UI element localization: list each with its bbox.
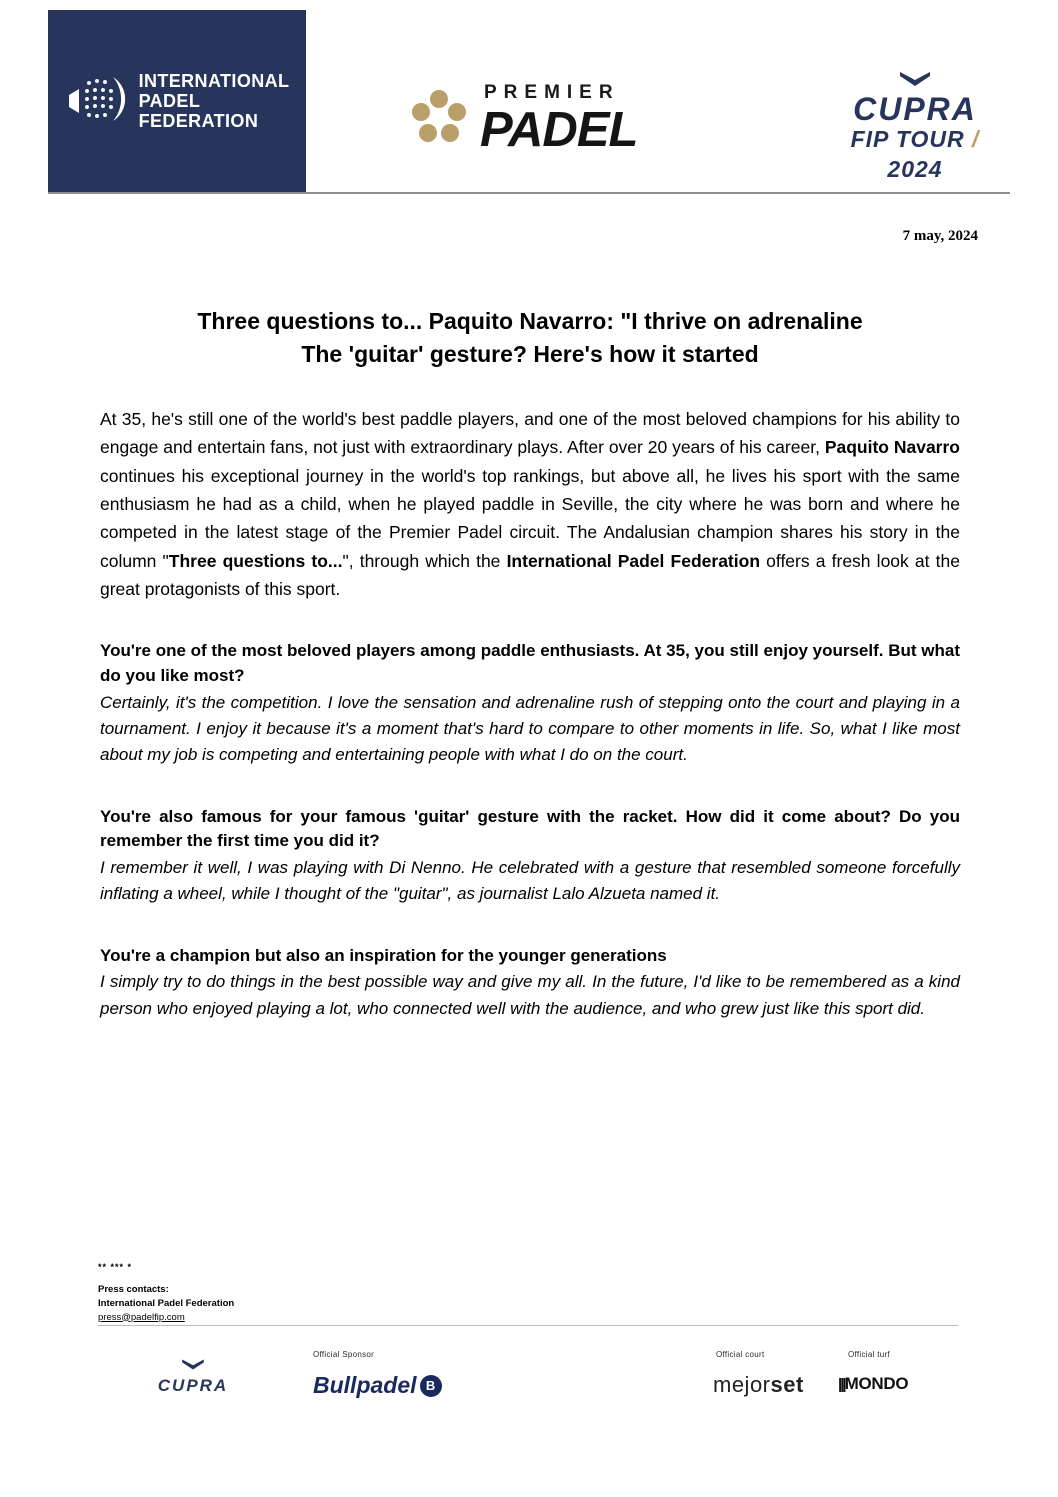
intro-text-1: At 35, he's still one of the world's best paddle players, and one of the most beloved champions for his ability to engage and entertain fans, not just with extraordinary plays. After over 20 years of his career, — [100, 409, 960, 458]
intro-bold-1: Paquito Navarro — [824, 437, 960, 458]
press-contacts-label: Press contacts: — [98, 1284, 169, 1295]
article-body — [100, 405, 960, 1042]
header-divider — [48, 192, 1010, 194]
sponsor-cupra-logo — [138, 1358, 248, 1396]
qa-question: You're a champion but also an inspiration for the younger generations — [100, 945, 667, 965]
mondo-bars-icon: ||| — [838, 1376, 845, 1393]
sponsor-bar — [98, 1336, 958, 1416]
qa-item — [100, 639, 960, 768]
fip-tour-separator: / — [972, 126, 980, 152]
sponsor-mejorset-logo — [713, 1372, 804, 1398]
official-turf-label: Official turf — [848, 1350, 890, 1359]
qa-question: You're one of the most beloved players among paddle enthusiasts. At 35, you still enjoy yourself. But what do you like most? — [100, 641, 960, 686]
spacer — [100, 623, 960, 639]
sponsor-bullpadel-logo — [313, 1372, 442, 1399]
qa-item — [100, 944, 960, 1022]
premier-flower-icon — [410, 88, 468, 146]
official-court-label: Official court — [716, 1350, 765, 1359]
page-title-line-2: The 'guitar' gesture? Here's how it started — [301, 341, 759, 368]
press-contacts-org: International Padel Federation — [98, 1297, 235, 1309]
fip-tour-label: FIP TOUR — [850, 126, 965, 152]
intro-bold-3: International Padel Federation — [506, 550, 761, 571]
sponsor-mejorset-light: mejor — [713, 1372, 771, 1397]
sponsor-cupra-name: CUPRA — [157, 1376, 229, 1395]
qa-answer: I simply try to do things in the best possible way and give my all. In the future, I'd like to be remembered as a kind person who enjoyed playing a lot, who connected well with the audience, and who grew just like this sport did. — [100, 972, 960, 1018]
sponsor-mejorset-bold: set — [770, 1372, 804, 1397]
page-title-line-1: Three questions to... Paquito Navarro: "I thrive on adrenaline — [197, 308, 863, 334]
fip-tour-year-value: 2024 — [887, 155, 943, 182]
footer-divider — [98, 1325, 958, 1326]
cupra-fip-tour-logo — [820, 70, 1010, 182]
bullpadel-badge-icon: B — [420, 1375, 442, 1397]
document-header — [0, 0, 1058, 200]
ipf-logo — [48, 10, 306, 192]
cupra-emblem-icon — [180, 1358, 206, 1375]
premier-padel-word: PADEL — [480, 103, 638, 157]
qa-answer: Certainly, it's the competition. I love the sensation and adrenaline rush of stepping onto the court and playing in a tournament. I enjoy it because it's a moment that's hard to compare to other moments in life. So, what I like most about my job is competing and entertaining people with what I do on the court. — [100, 692, 960, 765]
press-contacts-email[interactable]: press@padelfip.com — [98, 1311, 185, 1323]
intro-text-4: offers a fresh look at the great protagonists of this sport. — [100, 550, 960, 600]
cupra-brand: CUPRA — [853, 91, 977, 127]
spacer — [100, 928, 960, 944]
intro-text-2: continues his exceptional journey in the world's top rankings, but above all, he lives his sport with the same enthusiasm he had as a child, when he played paddle in Seville, the city where he was born and where he competed in the latest stage of the Premier Padel circuit. The Andalusian champion shares his story in the column " — [100, 465, 960, 571]
premier-padel-logo — [400, 70, 720, 160]
press-contacts — [98, 1283, 234, 1324]
qa-question: You're also famous for your famous 'guitar' gesture with the racket. How did it come about? Do you remember the first time you did it? — [100, 806, 960, 851]
fip-tour-year — [820, 125, 1010, 185]
intro-bold-2: Three questions to... — [168, 550, 343, 571]
ipf-logo-text — [139, 71, 290, 131]
sponsor-bullpadel-name: Bullpadel — [313, 1372, 417, 1398]
intro-text-3: ", through which the — [342, 550, 507, 571]
document-date: 7 may, 2024 — [902, 228, 978, 244]
sponsor-mondo-name: MONDO — [844, 1374, 909, 1393]
premier-word: PREMIER — [484, 82, 620, 103]
intro-paragraph — [100, 405, 960, 603]
spacer — [100, 789, 960, 805]
ipf-line-1: INTERNATIONAL — [138, 70, 290, 91]
cupra-emblem-icon — [898, 75, 932, 92]
ipf-line-2: PADEL — [138, 90, 201, 111]
page-title — [100, 305, 960, 372]
ipf-line-3: FEDERATION — [138, 111, 259, 132]
footer-stars: ** *** * — [98, 1262, 133, 1272]
padel-ball-icon — [65, 69, 129, 133]
official-sponsor-label: Official Sponsor — [313, 1350, 375, 1359]
qa-answer: I remember it well, I was playing with Di Nenno. He celebrated with a gesture that resembled someone forcefully inflating a wheel, while I thought of the "guitar", as journalist Lalo Alzueta named it. — [100, 858, 960, 904]
qa-item — [100, 805, 960, 908]
sponsor-mondo-logo — [838, 1374, 908, 1394]
